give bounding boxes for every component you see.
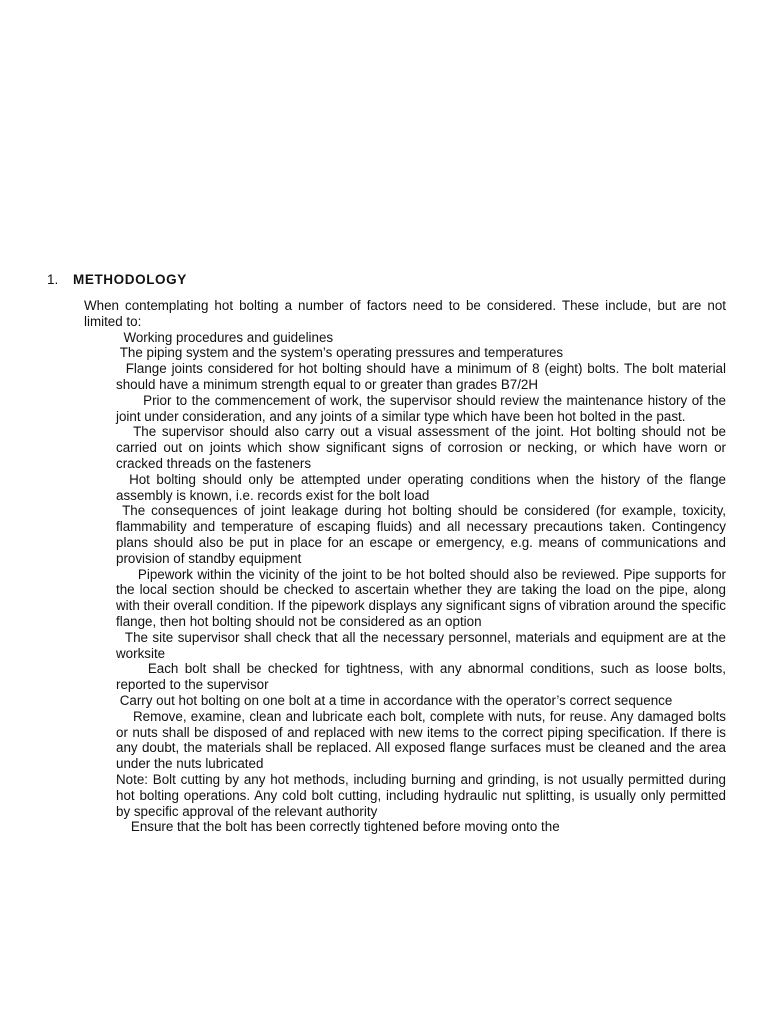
list-item-bolt-tightness: Each bolt shall be checked for tightness, with any abnormal conditions, such as loose bolts, reported to the supervisor	[116, 661, 730, 693]
list-item-ensure-tightened: Ensure that the bolt has been correctly tightened before moving onto the	[116, 819, 560, 835]
list-item-remove-examine: Remove, examine, clean and lubricate each bolt, complete with nuts, for reuse. Any damaged bolts or nuts shall be disposed of and replaced with new items to the correct piping specification. If there is any doubt, the materials shall be replaced. All exposed flange surfaces must be cleaned and the area under the nuts lubricated	[116, 708, 730, 772]
list-item-visual-assessment: The supervisor should also carry out a visual assessment of the joint. Hot bolting should not be carried out on joints which show significant signs of corrosion or necking, or which have worn or cracked threads on the fasteners	[116, 424, 730, 471]
list-item-pipework-review: Pipework within the vicinity of the joint to be hot bolted should also be reviewed. Pipe supports for the local section should be checked to ascertain whether they are taking the load on the pipe, along with their overall condition. If the pipework displays any significant signs of vibration around the specific flange, then hot bolting should not be considered as an option	[116, 566, 730, 629]
section-number: 1.	[47, 272, 59, 287]
list-item-operating-conditions: Hot bolting should only be attempted under operating conditions when the history of the flange assembly is known, i.e. records exist for the bolt load	[116, 471, 730, 503]
section-title: METHODOLOGY	[73, 272, 187, 287]
section-body	[84, 298, 730, 835]
list-item-working-procedures: Working procedures and guidelines	[116, 329, 334, 345]
list-item-flange-joints: Flange joints considered for hot bolting should have a minimum of 8 (eight) bolts. The bolt material should have a minimum strength equal to or greater than grades B7/2H	[116, 361, 730, 392]
section-heading	[47, 272, 187, 288]
list-item-maintenance-history: Prior to the commencement of work, the supervisor should review the maintenance history of the joint under consideration, and any joints of a similar type which have been hot bolted in the past.	[116, 392, 730, 424]
list-item-piping-system: The piping system and the system’s operating pressures and temperatures	[116, 345, 564, 361]
list-item-site-check: The site supervisor shall check that all the necessary personnel, materials and equipment are at the worksite	[116, 629, 730, 661]
intro-paragraph: When contemplating hot bolting a number of factors need to be considered. These include, but are not limited to:	[84, 298, 726, 329]
list-item-note-bolt-cutting: Note: Bolt cutting by any hot methods, including burning and grinding, is not usually permitted during hot bolting operations. Any cold bolt cutting, including hydraulic nut splitting, is usually only permitted by specific approval of the relevant authority	[116, 771, 730, 819]
list-item-one-bolt-at-a-time: Carry out hot bolting on one bolt at a time in accordance with the operator’s correct sequence	[116, 692, 673, 708]
list-item-leakage-consequences: The consequences of joint leakage during hot bolting should be considered (for example, toxicity, flammability and temperature of escaping fluids) and all necessary precautions taken. Contingency plans should also be put in place for an escape or emergency, e.g. means of communications and provision of standby equipment	[116, 503, 730, 566]
